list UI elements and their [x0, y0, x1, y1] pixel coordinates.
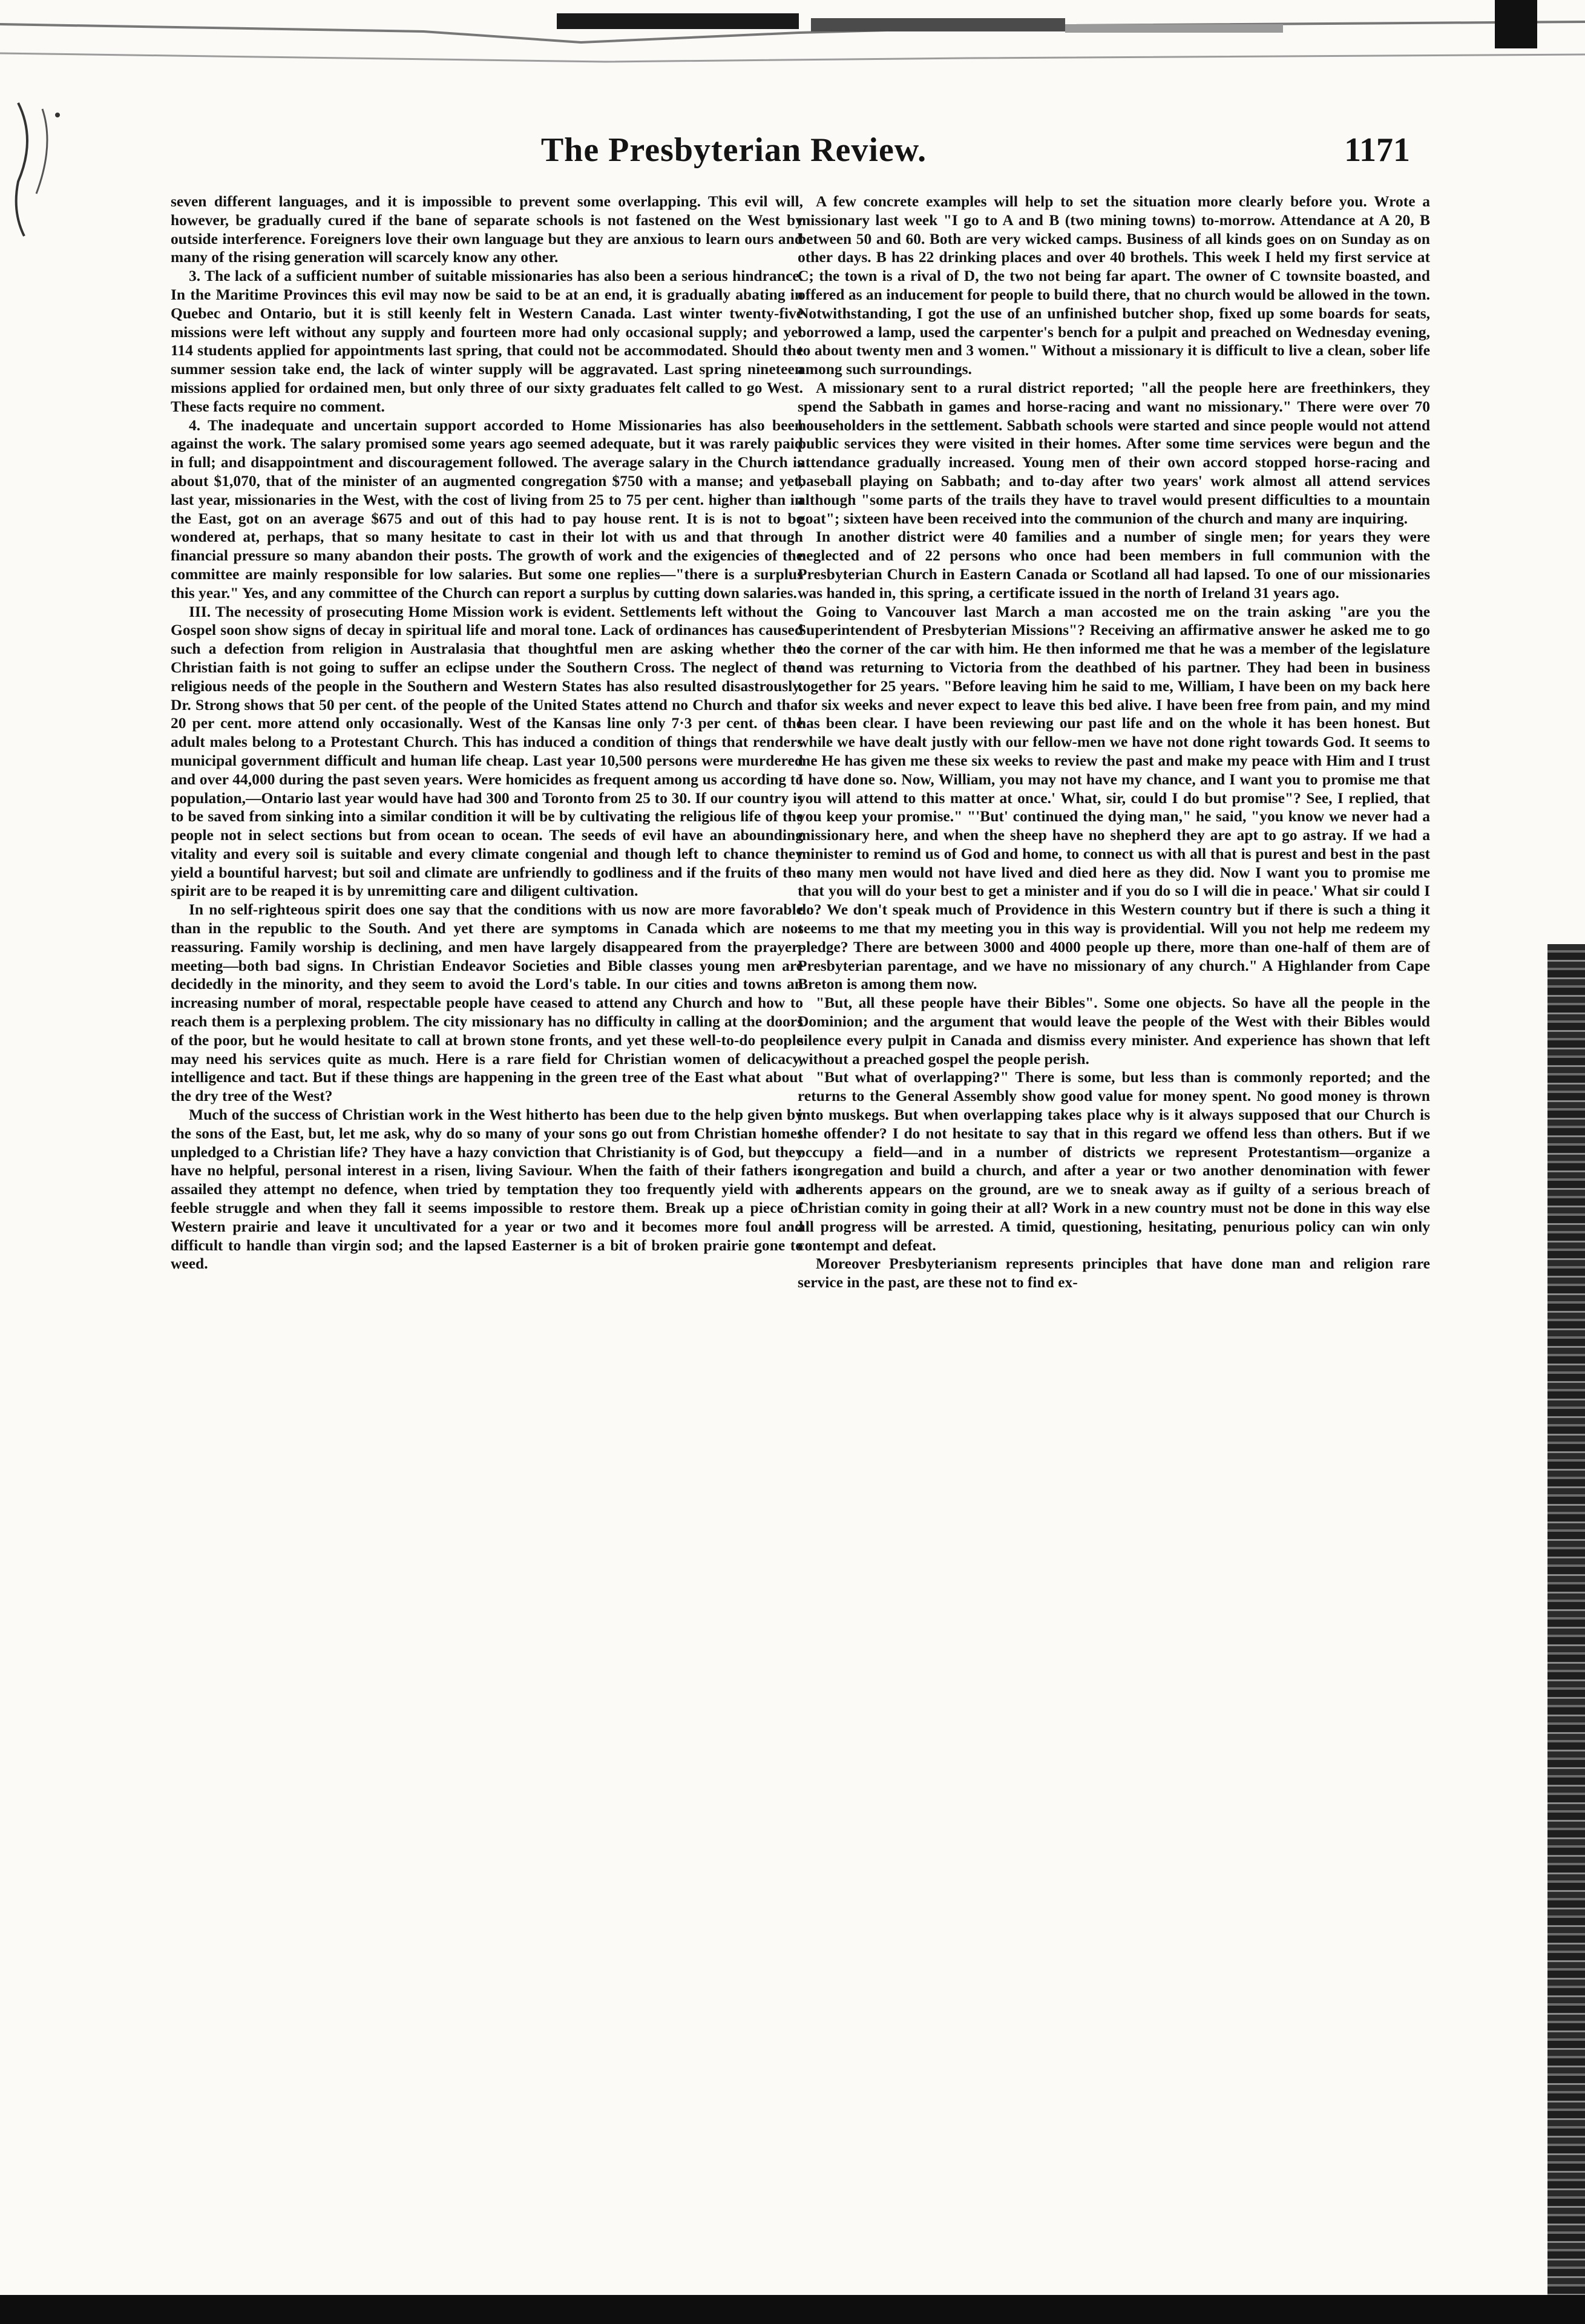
- paragraph: seven different languages, and it is impossible to prevent some overlapping. This evil will, however, be gradually cured if the bane of separate schools is not fastened on the West by outside interference. Foreigners love their own language but they are anxious to learn ours and many of the rising generation will scarcely know any other.: [171, 192, 803, 266]
- right-column: [798, 192, 1430, 2274]
- scan-edge-top: [0, 0, 1585, 85]
- page-number: 1171: [1344, 131, 1410, 169]
- paragraph: Going to Vancouver last March a man accosted me on the train asking "are you the Superintendent of Presbyterian Missions"? Receiving an affirmative answer he asked me to go to the corner of the car with him. He then informed me that he was a member of the legislature and was returning to Victoria from the deathbed of his partner. They had been in business together for 25 years. "Before leaving him he said to me, William, I have been on my back here for six weeks and never expect to leave this bed alive. I have been free from pain, and my mind has been clear. I have been reviewing our past life and on the whole it has been honest. But while we have dealt justly with our fellow-men we have not done right towards God. It seems to me He has given me these six weeks to review the past and make my peace with Him and I trust I have done so. Now, William, you may not have my chance, and I want you to promise me that you will attend to this matter at once.' What, sir, could I do but promise"? See, I replied, that you keep your promise." "'But' continued the dying man," he said, "you know we never had a missionary here, and when the sheep have no shepherd they are apt to go astray. If we had a minister to remind us of God and home, to connect us with all that is purest and best in the past so many men would not have lived and died here as they did. Now I want you to promise me that you will do your best to get a minister and if you do so I will die in peace.' What sir could I do? We don't speak much of Providence in this Western country but if there is such a thing it seems to me that my meeting you in this way is providential. Will you not help me redeem my pledge? There are between 3000 and 4000 people up there, more than one-half of them are of Presbyterian parentage, and we have no missionary of any church." A Highlander from Cape Breton is among them now.: [798, 602, 1430, 993]
- paragraph: "But what of overlapping?" There is some, but less than is commonly reported; and the returns to the General Assembly show good value for money spent. No good money is thrown into muskegs. But when overlapping takes place why is it always supposed that our Church is the offender? I do not hesitate to say that in this regard we offend less than others. But if we occupy a field—and in a number of districts we represent Protestantism—organize a congregation and build a church, and after a year or two another denomination with fewer adherents appears on the ground, are we to sneak away as if guilty of a serious breach of Christian comity in going their at all? Work in a new country must not be done in this way else all progress will be arrested. A timid, questioning, hesitating, penurious policy can win only contempt and defeat.: [798, 1068, 1430, 1254]
- paragraph: A few concrete examples will help to set the situation more clearly before you. Wrote a missionary last week "I go to A and B (two mining towns) to-morrow. Attendance at A 20, B between 50 and 60. Both are very wicked camps. Business of all kinds goes on on Sunday as on other days. B has 22 drinking places and over 40 brothels. This week I held my first service at C; the town is a rival of D, the two not being far apart. The owner of C townsite boasted, and offered as an inducement for people to build there, that no church would be allowed in the town. Notwithstanding, I got the use of an unfinished butcher shop, fixed up some boards for seats, borrowed a lamp, used the carpenter's bench for a pulpit and preached on Wednesday evening, to about twenty men and 3 women." Without a missionary it is difficult to live a clean, sober life among such surroundings.: [798, 192, 1430, 378]
- scan-edge-right: [1547, 944, 1585, 2295]
- paragraph: A missionary sent to a rural district reported; "all the people here are freethinkers, they spend the Sabbath in games and horse-racing and want no missionary." There were over 70 householders in the settlement. Sabbath schools were started and since people would not attend public services they were visited in their homes. After some time services were begun and the attendance gradually increased. Young men of their own accord stopped horse-racing and baseball playing on Sabbath; and to-day after two years' work almost all attend services although "some parts of the trails they have to travel would present difficulties to a mountain goat"; sixteen have been received into the communion of the church and many are inquiring.: [798, 378, 1430, 527]
- paragraph: In no self-righteous spirit does one say that the conditions with us now are more favorable than in the republic to the South. And yet there are symptoms in Canada which are not reassuring. Family worship is declining, and men have largely disappeared from the prayer-meeting—both bad signs. In Christian Endeavor Societies and Bible classes young men are decidedly in the minority, and they seem to avoid the Lord's table. In our cities and towns an increasing number of moral, respectable people have ceased to attend any Church and how to reach them is a perplexing problem. The city missionary has no difficulty in calling at the doors of the poor, but he would hesitate to call at brown stone fronts, and yet these well-to-do people may need his services quite as much. Here is a rare field for Christian women of delicacy, intelligence and tact. But if these things are happening in the green tree of the East what about the dry tree of the West?: [171, 901, 803, 1105]
- scan-edge-bottom: [0, 2295, 1585, 2324]
- running-title: The Presbyterian Review.: [540, 131, 927, 169]
- page-header: [57, 128, 1410, 177]
- paragraph: Moreover Presbyterianism represents principles that have done man and religion rare service in the past, are these not to find ex-: [798, 1255, 1430, 1292]
- paragraph: "But, all these people have their Bibles". Some one objects. So have all the people in the Dominion; and the argument that would leave the people of the West with their Bibles would silence every pulpit in Canada and dismiss every minister. And experience has shown that left without a preached gospel the people perish.: [798, 994, 1430, 1068]
- paragraph: III. The necessity of prosecuting Home Mission work is evident. Settlements left without the Gospel soon show signs of decay in spiritual life and moral tone. Lack of ordinances has caused such a defection from religion in Australasia that thoughtful men are asking whether the Christian faith is not going to suffer an eclipse under the Southern Cross. The neglect of the religious needs of the people in the Southern and Western States has also resulted disastrously. Dr. Strong shows that 50 per cent. of the people of the United States attend no Church and that 20 per cent. more attend only occasionally. West of the Kansas line only 7·3 per cent. of the adult males belong to a Protestant Church. This has induced a condition of things that renders municipal government difficult and human life cheap. Last year 10,500 persons were murdered and over 44,000 during the past seven years. Were homicides as frequent among us according to population,—Ontario last year would have had 300 and Toronto from 25 to 30. If our country is to be saved from sinking into a similar condition it will be by cultivating the religious life of the people not in select sections but from ocean to ocean. The seeds of evil have an abounding vitality and every soil is suitable and every climate congenial and though left to chance they yield a bountiful harvest; but soil and climate are unfriendly to godliness and if the fruits of the spirit are to be reaped it is by unremitting care and diligent cultivation.: [171, 602, 803, 900]
- paragraph: Much of the success of Christian work in the West hitherto has been due to the help given by the sons of the East, but, let me ask, why do so many of your sons go out from Christian homes unpledged to a Christian life? They have a hazy conviction that Christianity is of God, but they have no helpful, personal interest in a risen, living Saviour. When the faith of their fathers is assailed they attempt no defence, when tried by temptation they too frequently yield with a feeble struggle and when they fall it seems impossible to restore them. Break up a piece of Western prairie and leave it uncultivated for a year or two and it becomes more foul and difficult to handle than virgin sod; and the lapsed Easterner is a bit of broken prairie gone to weed.: [171, 1106, 803, 1273]
- left-column: [171, 192, 803, 2274]
- paragraph: 4. The inadequate and uncertain support accorded to Home Missionaries has also been against the work. The salary promised some years ago seemed adequate, but it was rarely paid in full; and disappointment and discouragement followed. The average salary in the Church is about $1,070, that of the minister of an augmented congregation $750 with a manse; and yet, last year, missionaries in the West, with the cost of living from 25 to 75 per cent. higher than in the East, got on an average $675 and out of this had to pay house rent. It is is not to be wondered at, perhaps, that so many hesitate to cast in their lot with us and that through financial pressure so many abandon their posts. The growth of work and the exigencies of the committee are mainly responsible for low salaries. But some one replies—"there is a surplus this year." Yes, and any committee of the Church can report a surplus by cutting down salaries.: [171, 416, 803, 602]
- paragraph: 3. The lack of a sufficient number of suitable missionaries has also been a serious hindrance. In the Maritime Provinces this evil may now be said to be at an end, it is gradually abating in Quebec and Ontario, but it is still keenly felt in Western Canada. Last winter twenty-five missions were left without any supply and fourteen more had only occasional supply; and yet 114 students applied for appointments last spring, that could not be accommodated. Should the summer session take end, the lack of winter supply will be aggravated. Last spring nineteen missions applied for ordained men, but only three of our sixty graduates felt called to go West. These facts require no comment.: [171, 267, 803, 415]
- paragraph: In another district were 40 families and a number of single men; for years they were neglected and of 22 persons who once had been members in full communion with the Presbyterian Church in Eastern Canada or Scotland all had lapsed. To one of our missionaries was handed in, this spring, a certificate issued in the north of Ireland 31 years ago.: [798, 528, 1430, 602]
